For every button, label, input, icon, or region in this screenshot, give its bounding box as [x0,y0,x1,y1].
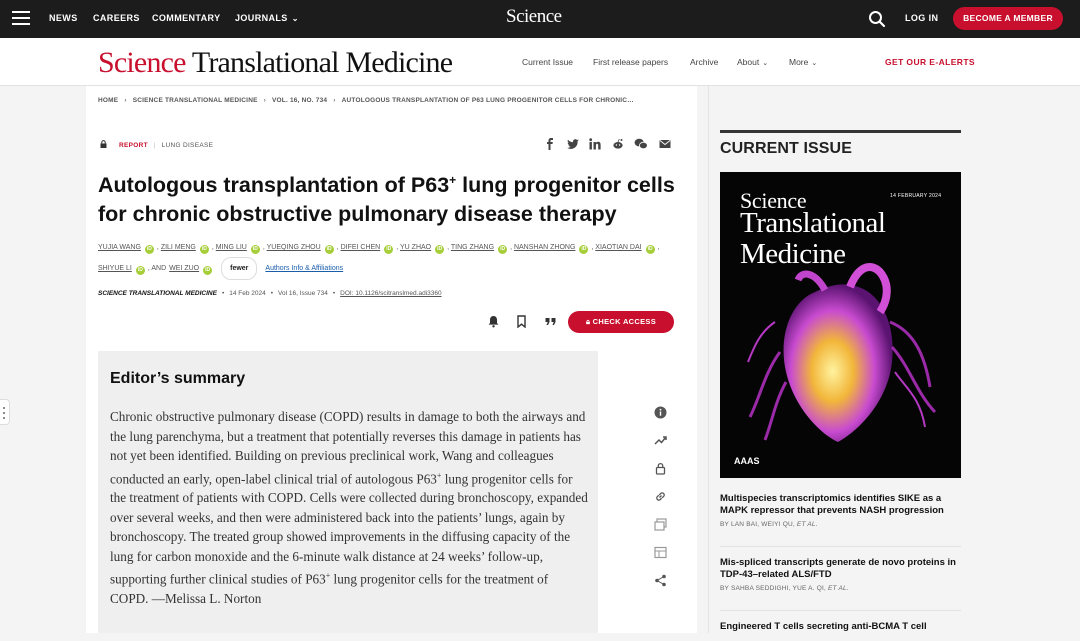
chevron-down-icon: ⌄ [291,14,299,23]
author-separator: , [657,244,660,251]
breadcrumb-home[interactable]: HOME [98,97,119,104]
author-name[interactable]: YUJIA WANG [98,244,141,251]
chevron-right-icon: › [333,97,336,104]
orcid-icon[interactable]: iD [581,246,587,252]
reddit-icon[interactable] [612,138,624,150]
divider: | [153,142,156,149]
summary-text-1: Chronic obstructive pulmonary disease (COPD) results in damage to both the airways and the lung parenchyma, but a treatment that potentially reverses this damage in patients has not yet been identified. Building on previous preclinical work, Wang and colleagues conducted an early, open-label clinical trial of autologous P63 [110,409,586,486]
breadcrumb-article: AUTOLOGOUS TRANSPLANTATION OF P63 LUNG PROGENITOR CELLS FOR CHRONIC… [341,97,634,104]
wechat-icon[interactable] [634,138,648,150]
authors-affiliations-link[interactable]: Authors Info & Affiliations [265,265,344,272]
journal-logo-science: Science [98,46,186,79]
author-list [98,238,678,280]
email-icon[interactable] [659,138,671,150]
author-separator: , [336,244,341,251]
summary-text-2: lung progenitor cells for the treatment of patients with COPD. Cells were collected during bronchoscopy, expanded over several weeks, and then were administered back into the patients’ lungs, again by bronchoscopy. The treated group showed improvements in the diffusing capacity of the lung for carbon monoxide and the 6-minute walk distance at 24 weeks’ follow-up, supporting further clinical studies of P63 [110,470,588,587]
issue-article-item[interactable] [720,493,961,547]
orcid-icon[interactable]: iD [500,246,506,252]
nav-commentary[interactable]: COMMENTARY [152,13,221,23]
author-separator: , [447,244,451,251]
side-drawer-handle[interactable] [0,399,10,425]
nav-more[interactable] [789,57,817,67]
issue-article-title[interactable]: Engineered T cells secreting anti-BCMA T cell [720,621,927,632]
cover-title-tm: Translational Medicine [740,207,886,270]
author-name[interactable]: NANSHAN ZHONG [513,244,576,251]
bell-icon[interactable] [487,315,500,328]
issue-article-item[interactable] [720,621,961,641]
become-member-button[interactable]: BECOME A MEMBER [953,7,1063,30]
article-title [98,166,688,229]
article-type-row [100,140,213,149]
issue-article-author-names: BY LAN BAI, WEIYI QU, [720,521,795,528]
menu-icon[interactable] [12,11,30,25]
chevron-down-icon: ⌄ [811,60,818,67]
science-logo[interactable]: Science [506,6,562,27]
orcid-icon[interactable]: iD [201,246,207,252]
share-icon[interactable] [654,574,667,587]
aaas-logo: AAAS [734,456,760,466]
nav-journals-label: JOURNALS [235,13,288,23]
table-icon[interactable] [654,546,667,559]
orcid-icon[interactable]: iD [437,246,443,252]
issue-article-title[interactable]: Mis-spliced transcripts generate de novo proteins in TDP-43–related ALS/FTD [720,557,956,580]
author-name[interactable]: TING ZHANG [450,244,495,251]
check-access-button[interactable] [568,311,674,333]
nav-about[interactable] [737,57,768,67]
author-name[interactable]: YUEQING ZHOU [266,244,321,251]
check-access-label: CHECK ACCESS [592,317,657,326]
author-separator: , [396,244,400,251]
fewer-authors-button[interactable]: fewer [221,257,257,280]
author-name[interactable]: DIFEI CHEN [340,244,381,251]
author-separator: , [510,244,514,251]
journal-logo-title: Translational Medicine [191,46,453,79]
et-al: ET AL. [796,521,818,528]
et-al: ET AL. [828,585,849,592]
publication-info [98,290,442,297]
article-title-part1: Autologous transplantation of P63 [98,173,450,198]
doi-link[interactable]: DOI: 10.1126/scitranslmed.adi3360 [340,290,442,297]
breadcrumb-issue[interactable]: VOL. 16, NO. 734 [272,97,328,104]
article-type: REPORT [119,142,148,149]
nav-archive[interactable]: Archive [690,57,719,67]
chevron-right-icon: › [124,97,127,104]
nav-journals[interactable] [235,13,299,23]
author-and: , AND [147,265,167,272]
breadcrumb [98,97,634,104]
journal-header [0,38,1080,86]
bookmark-icon[interactable] [515,315,528,328]
summary-sup-2: + [325,571,331,581]
issue-article-author-names: BY SAHBA SEDDIGHI, YUE A. QI, [720,585,826,592]
issue-article-item[interactable] [720,557,961,611]
lock-icon [100,140,107,148]
author-name[interactable]: WEI ZUO [169,265,200,272]
summary-text [110,407,588,609]
separator-dot: • [270,290,274,297]
issue-article-authors [720,585,961,592]
separator-dot: • [221,290,225,297]
article-title-part2: lung progenitor cells for chronic obstructive pulmonary disease therapy [98,173,675,227]
article-main [86,86,697,633]
author-name[interactable]: SHIYUE LI [98,265,132,272]
cover-title-science: Science [740,188,807,213]
e-alerts-link[interactable]: GET OUR E-ALERTS [885,57,975,67]
nav-more-label: More [789,57,809,67]
orcid-icon[interactable]: iD [326,246,332,252]
nav-news[interactable]: NEWS [49,13,78,23]
author-name[interactable]: YU ZHAO [400,244,432,251]
summary-text-3: lung progenitor cells for the treatment of COPD. —Melissa L. Norton [110,571,549,607]
orcid-icon[interactable]: iD [137,267,143,273]
facebook-icon[interactable] [544,138,556,150]
editors-summary [98,351,598,633]
nav-current-issue[interactable]: Current Issue [522,57,574,67]
author-separator: , [156,244,161,251]
figures-icon[interactable] [654,518,667,531]
cite-quote-icon[interactable] [544,315,557,328]
breadcrumb-journal[interactable]: SCIENCE TRANSLATIONAL MEDICINE [132,97,258,104]
info-icon[interactable] [654,406,667,419]
chevron-down-icon: ⌄ [762,60,769,67]
lock-icon[interactable] [654,462,667,475]
global-navbar [0,0,1080,38]
author-separator: , [211,244,216,251]
cover-date: 14 FEBRUARY 2024 [890,193,942,199]
search-icon[interactable] [868,10,886,28]
login-link[interactable]: LOG IN [905,13,939,23]
author-separator: , [262,244,267,251]
linkedin-icon[interactable] [589,138,601,150]
chevron-right-icon: › [263,97,266,104]
lock-icon: 🔒︎ [585,317,593,326]
article-title-sup: + [449,173,457,187]
orcid-icon[interactable]: iD [205,267,211,273]
journal-name[interactable]: SCIENCE TRANSLATIONAL MEDICINE [98,290,217,297]
author-name[interactable]: XIAOTIAN DAI [595,244,642,251]
twitter-icon[interactable] [567,138,579,150]
nav-careers[interactable]: CAREERS [93,13,140,23]
orcid-icon[interactable]: iD [386,246,392,252]
issue-article-title[interactable]: Multispecies transcriptomics identifies SIKE as a MAPK repressor that prevents NASH progression [720,493,944,516]
orcid-icon[interactable]: iD [252,246,258,252]
summary-heading: Editor’s summary [110,370,246,387]
article-topic[interactable]: LUNG DISEASE [161,142,214,149]
journal-logo[interactable] [98,46,452,80]
author-separator: , [591,244,596,251]
current-issue-heading: CURRENT ISSUE [720,140,852,157]
issue-article-authors [720,521,961,528]
sidebar-rule [720,130,961,133]
link-icon[interactable] [654,490,667,503]
author-name[interactable]: ZILI MENG [160,244,196,251]
issue-cover-image[interactable] [720,172,961,478]
author-name[interactable]: MING LIU [215,244,247,251]
sidebar-divider [708,86,709,633]
volume-issue[interactable]: Vol 16, Issue 734 [278,290,328,297]
metrics-trend-icon[interactable] [654,434,667,447]
orcid-icon[interactable]: iD [146,246,152,252]
separator-dot: • [332,290,336,297]
nav-first-release[interactable]: First release papers [593,57,669,67]
publication-date: 14 Feb 2024 [229,290,266,297]
nav-about-label: About [737,57,760,67]
orcid-icon[interactable]: iD [647,246,653,252]
summary-sup-1: + [436,470,442,480]
